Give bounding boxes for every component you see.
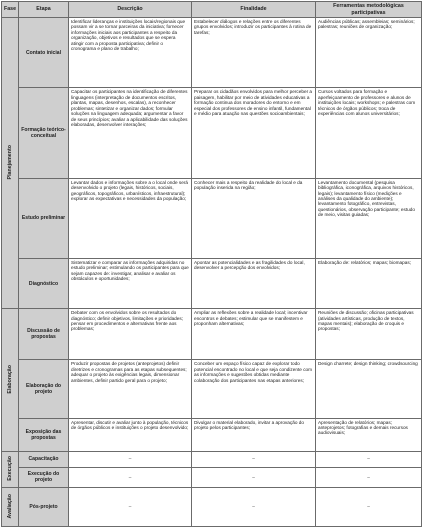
- table-row: [2, 309, 422, 360]
- phase-planejamento: [2, 18, 19, 309]
- stage-cell: Exposição das propostas: [19, 418, 69, 451]
- phase-execucao: [2, 451, 19, 487]
- description-cell: Produzir propostas de projetos (anteprojetos) definir diretrizes e cronogramas para as etapas subsequentes; adequar o projeto às exigências legais, dimensionar ambientes, definir partido geral para o projeto;: [69, 360, 192, 418]
- description-cell: Identificar lideranças e instituições locais/regionais que possam vir a se tornar parceiras da iniciativa; fornecer informações iniciais aos participantes a respeito da organização, objetivos e resultados que se espera atingir com a proposta participativa; definir o cronograma e plano de trabalho;: [69, 18, 192, 88]
- table-row: [2, 418, 422, 451]
- description-cell: –: [69, 467, 192, 487]
- header-fase: Fase: [2, 2, 19, 18]
- purpose-cell: Ampliar as reflexões sobre a realidade local; incentivar encontros e debates; estimular que se manifestem e proponham alternativas;: [192, 309, 316, 360]
- stage-cell: Discussão de propostas: [19, 309, 69, 360]
- phase-elaboracao: [2, 309, 19, 452]
- table-row: [2, 178, 422, 258]
- table-row: [2, 451, 422, 467]
- tools-cell: Apresentação de relatórios; mapas; anteprojetos; fotografias e demais recursos audiovisuais;: [316, 418, 422, 451]
- table-row: [2, 487, 422, 526]
- tools-cell: Audiências públicas; assembleias; seminários; palestras; reuniões de organização;: [316, 18, 422, 88]
- stage-cell: Diagnóstico: [19, 258, 69, 308]
- purpose-cell: Apontar as potencialidades e as fragilidades do local, desenvolver a percepção dos envolvidos;: [192, 258, 316, 308]
- tools-cell: –: [316, 487, 422, 526]
- stage-cell: Pós-projeto: [19, 487, 69, 526]
- tools-cell: Reuniões de discussão; oficinas participativas (atividades artísticas, produção de textos, mapas mentais); elaboração de croquis e propostas;: [316, 309, 422, 360]
- purpose-cell: Conceber um espaço físico capaz de explorar todo potencial encontrado no local e que seja condizente com as informações e sugestões obtidas mediante colaboração dos participantes nas etapas anteriores;: [192, 360, 316, 418]
- table-row: [2, 467, 422, 487]
- header-etapa: Etapa: [19, 2, 69, 18]
- description-cell: –: [69, 451, 192, 467]
- table-row: [2, 360, 422, 418]
- purpose-cell: Conhecer mais a respeito da realidade do local e da população inserida na região;: [192, 178, 316, 258]
- purpose-cell: –: [192, 487, 316, 526]
- phase-label: Execução: [7, 456, 13, 481]
- phase-label: Elaboração: [7, 364, 13, 394]
- header-finalidade: Finalidade: [192, 2, 316, 18]
- description-cell: Apresentar, discutir e avaliar junto à população, técnicos de órgãos públicos e instituições o projeto desenvolvido;: [69, 418, 192, 451]
- tools-cell: Cursos voltados para formação e aperfeiçoamento de professores e alunos de instituições locais; workshops; e palestras com técnicos de órgãos públicos; troca de experiências com alunos universitários;: [316, 88, 422, 178]
- description-cell: Sistematizar e comparar as informações adquiridas no estudo preliminar; estimulando os participantes para que sejam capazes de: investigar, analisar e avaliar os obstáculos e oportunidades;: [69, 258, 192, 308]
- purpose-cell: Estabelecer diálogos e relações entre os diferentes grupos envolvidos; introduzir os participantes à rotina de tarefas;: [192, 18, 316, 88]
- stage-cell: Estudo preliminar: [19, 178, 69, 258]
- header-row: [2, 2, 422, 18]
- methodology-table-container: [1, 1, 421, 527]
- stage-cell: Execução do projeto: [19, 467, 69, 487]
- stage-cell: Elaboração do projeto: [19, 360, 69, 418]
- tools-cell: Levantamento documental (pesquisa bibliográfica, iconográfica, arquivos históricos, legais); levantamento físico (medições e análises da qualidade do ambiente); levantamento fotográfico, entrevistas, questionários, observação participante; estudo de meio, visitas guiadas;: [316, 178, 422, 258]
- purpose-cell: –: [192, 467, 316, 487]
- table-row: [2, 88, 422, 178]
- tools-cell: Elaboração de: relatórios; mapas; biomapas;: [316, 258, 422, 308]
- purpose-cell: Divulgar o material elaborado, invitar a aprovação do projeto pelos participantes;: [192, 418, 316, 451]
- purpose-cell: Preparar os cidadãos envolvidos para melhor perceber a paisagem, habilitar por meio de atividades educativas a formação continua dos moradores do entorno e em especial dos professores de ensino infantil, fundamental e médio para atuação nas questões socioambientais;: [192, 88, 316, 178]
- table-row: [2, 258, 422, 308]
- phase-label: Planejamento: [7, 145, 13, 180]
- stage-cell: Contato inicial: [19, 18, 69, 88]
- description-cell: Debater com os envolvidos sobre os resultados do diagnóstico; definir objetivos, limitações e prioridades; pensar em procedimentos e alternativas frente aos problemas;: [69, 309, 192, 360]
- tools-cell: –: [316, 451, 422, 467]
- description-cell: Levantar dados e informações sobre a o local onde será desenvolvido o projeto (legais, históricos, sociais, geográficos, topográficos, urbanísticos, infraestrutural); explorar as expectativas e necessidades da população;: [69, 178, 192, 258]
- purpose-cell: –: [192, 451, 316, 467]
- stage-cell: Capacitação: [19, 451, 69, 467]
- methodology-table: [1, 1, 422, 527]
- tools-cell: –: [316, 467, 422, 487]
- description-cell: –: [69, 487, 192, 526]
- header-descricao: Descrição: [69, 2, 192, 18]
- table-row: [2, 18, 422, 88]
- phase-label: Avaliação: [7, 493, 13, 519]
- stage-cell: Formação teórico-conceitual: [19, 88, 69, 178]
- tools-cell: Design charrete; design thinking; crowdsourcing: [316, 360, 422, 418]
- description-cell: Capacitar os participantes na identificação de diferentes linguagens (interpretação de documentos escritos, plantas, mapas, desenhos, escalas), a reconhecer problemas; sintetizar e organizar dados; formular soluções na linguagem adequada; argumentar a favor de seus princípios; avaliar a aplicabilidade das soluções elaboradas, desenvolver interações;: [69, 88, 192, 178]
- phase-avaliacao: [2, 487, 19, 526]
- header-ferramentas: Ferramentas metodológicas participativas: [316, 2, 422, 18]
